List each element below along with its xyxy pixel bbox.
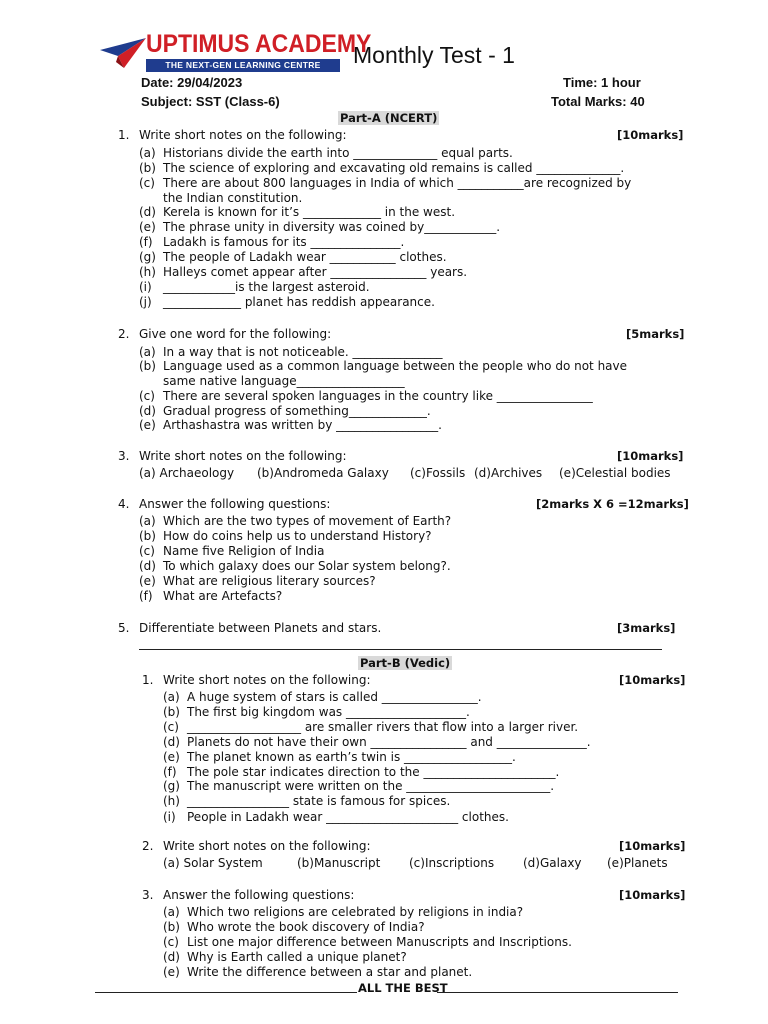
item-label: (f) [163,765,177,779]
list-item: (d)Galaxy [523,856,582,870]
item-text: Gradual progress of something_____________. [163,404,431,418]
question-text: Write short notes on the following: [139,449,347,463]
item-label: (a) [139,146,156,160]
question-marks: [10marks] [619,673,686,687]
item-label: (h) [139,265,156,279]
item-text: _________________ state is famous for spices. [187,794,451,808]
item-text: List one major difference between Manuscripts and Inscriptions. [187,935,572,949]
question-number: 1. [142,673,154,687]
item-label: (d) [139,404,156,418]
question-text: Differentiate between Planets and stars. [139,621,382,635]
item-text: ____________is the largest asteroid. [163,280,370,294]
item-text: The phrase unity in diversity was coined by____________. [163,220,501,234]
item-text: There are about 800 languages in India of which ___________are recognized by [163,176,632,190]
item-label: (b) [139,161,156,175]
item-label: (c) [139,176,155,190]
item-text: There are several spoken languages in the country like ________________ [163,389,593,403]
test-subject: Subject: SST (Class-6) [141,94,280,109]
item-label: (e) [163,750,180,764]
item-label: (d) [139,559,156,573]
list-item: (e)Planets [607,856,668,870]
item-label: (b) [163,705,180,719]
item-label: (e) [139,574,156,588]
part-a-title: Part-A (NCERT) [340,111,438,125]
item-text: Kerela is known for it’s _____________ in the west. [163,205,456,219]
question-text: Answer the following questions: [139,497,331,511]
item-text: The manuscript were written on the ________________________. [187,779,555,793]
item-text: The people of Ladakh wear ___________ clothes. [163,250,447,264]
question-marks: [10marks] [617,128,684,142]
question-number: 4. [118,497,130,511]
list-item: (a) Archaeology [139,466,235,480]
question-number: 3. [118,449,130,463]
item-text: Who wrote the book discovery of India? [187,920,425,934]
item-label: (c) [163,935,179,949]
item-label: (g) [163,779,180,793]
question-marks: [5marks] [626,327,685,341]
item-text: To which galaxy does our Solar system belong?. [163,559,451,573]
question-number: 2. [118,327,130,341]
item-text: The planet known as earth’s twin is __________________. [187,750,516,764]
list-item: (e)Celestial bodies [559,466,671,480]
item-text: Which are the two types of movement of Earth? [163,514,452,528]
item-text: Arthashastra was written by _________________. [163,418,442,432]
item-text: Which two religions are celebrated by religions in india? [187,905,524,919]
item-label: (c) [139,544,155,558]
list-item: (c)Fossils [410,466,466,480]
item-label: (j) [139,295,152,309]
item-text: Ladakh is famous for its _______________. [163,235,405,249]
item-text: The science of exploring and excavating old remains is called ______________. [163,161,625,175]
item-label: (a) [139,345,156,359]
item-label: (c) [139,389,155,403]
paper-plane-icon [98,36,148,72]
part-b-title: Part-B (Vedic) [360,656,451,670]
item-label: (h) [163,794,180,808]
item-text: People in Ladakh wear ______________________ clothes. [187,810,509,824]
total-marks: Total Marks: 40 [551,94,645,109]
question-marks: [10marks] [619,839,686,853]
question-number: 2. [142,839,154,853]
question-text: Give one word for the following: [139,327,332,341]
academy-logo [98,30,372,76]
item-text: Why is Earth called a unique planet? [187,950,407,964]
list-item: (b)Manuscript [297,856,381,870]
question-marks: [3marks] [617,621,676,635]
item-text: the Indian constitution. [163,191,303,205]
item-text: A huge system of stars is called ________________. [187,690,482,704]
item-label: (e) [163,965,180,979]
item-text: How do coins help us to understand History? [163,529,432,543]
item-label: (e) [139,418,156,432]
question-number: 3. [142,888,154,902]
item-label: (b) [139,359,156,373]
test-date: Date: 29/04/2023 [141,75,243,90]
item-text: The first big kingdom was ____________________. [187,705,470,719]
item-label: (i) [139,280,152,294]
item-text: Historians divide the earth into ______________ equal parts. [163,146,513,160]
item-text: Planets do not have their own ________________ and _______________. [187,735,591,749]
item-label: (a) [139,514,156,528]
question-text: Answer the following questions: [163,888,355,902]
item-label: (b) [139,529,156,543]
item-text: _____________ planet has reddish appearance. [163,295,435,309]
question-text: Write short notes on the following: [163,839,371,853]
item-label: (b) [163,920,180,934]
item-label: (e) [139,220,156,234]
item-text: ___________________ are smaller rivers that flow into a larger river. [187,720,579,734]
item-text: The pole star indicates direction to the ______________________. [187,765,560,779]
question-number: 5. [118,621,130,635]
logo-name: UPTIMUS ACADEMY [146,30,372,58]
item-text: Name five Religion of India [163,544,325,558]
list-item: (a) Solar System [163,856,263,870]
item-text: Language used as a common language between the people who do not have [163,359,628,373]
item-text: Halleys comet appear after ________________ years. [163,265,468,279]
item-text: same native language__________________ [163,374,405,388]
list-item: (b)Andromeda Galaxy [257,466,389,480]
footer-message: ALL THE BEST [358,981,448,995]
item-label: (c) [163,720,179,734]
question-marks: [2marks X 6 =12marks] [536,497,689,511]
question-text: Write short notes on the following: [163,673,371,687]
footer-line-left [95,992,357,993]
item-label: (g) [139,250,156,264]
item-label: (d) [139,205,156,219]
item-label: (f) [139,589,153,603]
list-item: (d)Archives [474,466,543,480]
item-text: What are religious literary sources? [163,574,376,588]
item-text: In a way that is not noticeable. _______________ [163,345,443,359]
logo-tagline: THE NEXT-GEN LEARNING CENTRE [146,59,340,72]
question-number: 1. [118,128,130,142]
test-duration: Time: 1 hour [563,75,641,90]
test-title: Monthly Test - 1 [353,42,515,68]
item-label: (d) [163,950,180,964]
question-marks: [10marks] [617,449,684,463]
item-text: Write the difference between a star and planet. [187,965,473,979]
item-label: (a) [163,690,180,704]
item-label: (i) [163,810,176,824]
list-item: (c)Inscriptions [409,856,495,870]
question-text: Write short notes on the following: [139,128,347,142]
item-label: (f) [139,235,153,249]
item-label: (d) [163,735,180,749]
question-marks: [10marks] [619,888,686,902]
item-label: (a) [163,905,180,919]
item-text: What are Artefacts? [163,589,283,603]
footer-line-right [437,992,678,993]
divider-line [139,649,662,650]
